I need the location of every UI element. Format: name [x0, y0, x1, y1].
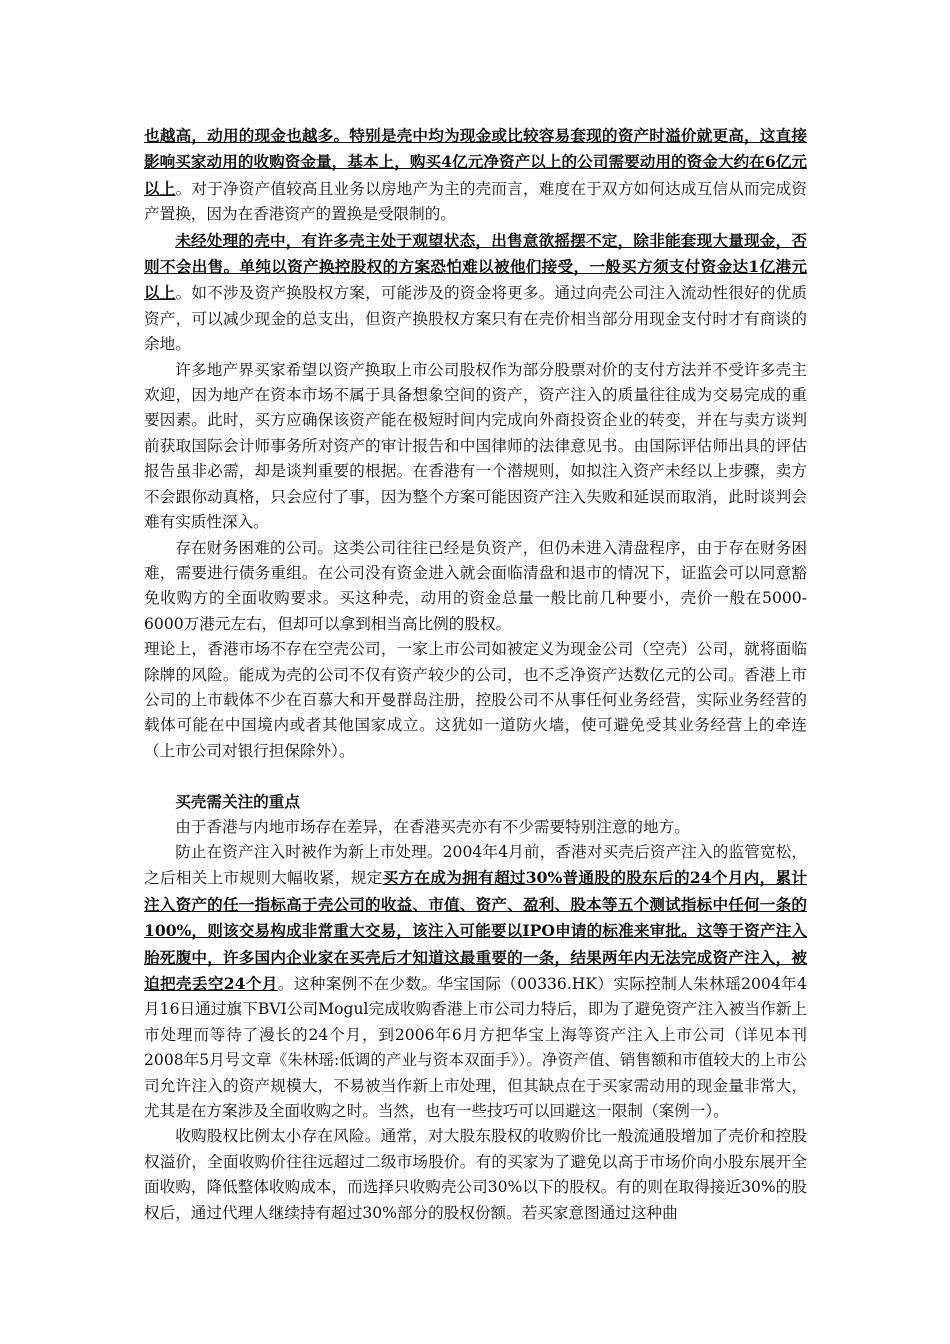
- paragraph-text: 由于香港与内地市场存在差异，在香港买壳亦有不少需要特别注意的地方。: [175, 817, 690, 836]
- body-section: [144, 123, 807, 764]
- paragraph-text: 存在财务困难的公司。这类公司往往已经是负资产，但仍未进入清盘程序，由于存在财务困难，需要进行债务重组。在公司没有资金进入就会面临清盘和退市的情况下，证监会可以同意豁免收购方的全面收购要求。买这种壳，动用的资金总量一般比前几种要小，壳价一般在5000-6000万港元左右，但却可以拿到相当高比例的股权。: [144, 538, 807, 633]
- paragraph-text: 。如不涉及资产换股权方案，可能涉及的资金将更多。通过向壳公司注入流动性很好的优质资产，可以减少现金的总支出，但资产换股权方案只有在壳价相当部分用现金支付时才有商谈的余地。: [144, 284, 807, 354]
- section-heading: 买壳需关注的重点: [175, 792, 300, 812]
- body-section: [144, 815, 807, 1227]
- emphasized-text: 买方在成为拥有超过30%普通股的股东后的24个月内，累计注入资产的任一指标高于壳公司的收益、市值、资产、盈利、股本等五个测试指标中任何一条的100%，则该交易构成非常重大交易，该注入可能要以IPO申请的标准来审批。这等于资产注入胎死腹中，许多国内企业家在买壳后才知道这最重要的一条，结果两年内无法完成资产注入，被迫把壳丢空24个月: [144, 868, 807, 993]
- paragraph-text: 。这种案例不在少数。华宝国际（00336.HK）实际控制人朱林瑶2004年4月16日通过旗下BVI公司Mogul完成收购香港上市公司力特后，即为了避免资产注入被当作新上市处理而等待了漫长的24个月，到2006年6月方把华宝上海等资产注入上市公司（详见本刊2008年5月号文章《朱林瑶:低调的产业与资本双面手》）。净资产值、销售额和市值较大的上市公司允许注入的资产规模大，不易被当作新上市处理，但其缺点在于买家需动用的现金量非常大，尤其是在方案涉及全面收购之时。当然，也有一些技巧可以回避这一限制（案例一）。: [144, 975, 808, 1121]
- emphasized-text: 未经处理的壳中，有许多壳主处于观望状态，出售意欲摇摆不定，除非能套现大量现金，否则不会出售。单纯以资产换控股权的方案恐怕难以被他们接受，一般买方须支付资金达1亿港元以上: [144, 230, 807, 303]
- paragraph: [144, 815, 807, 840]
- emphasized-text: 也越高，动用的现金也越多。特别是壳中均为现金或比较容易套现的资产时溢价就更高，这直接影响买家动用的收购资金量，基本上，购买4亿元净资产以上的公司需要动用的资金大约在6亿元以上: [144, 126, 807, 198]
- paragraph: [144, 840, 807, 1124]
- paragraph: [144, 637, 807, 764]
- paragraph: [144, 358, 807, 536]
- paragraph: [144, 1124, 807, 1226]
- paragraph-text: 。对于净资产值较高且业务以房地产为主的壳而言，难度在于双方如何达成互信从而完成资产置换，因为在香港资产的置换是受限制的。: [144, 179, 807, 224]
- blank-line: [144, 764, 807, 789]
- paragraph: [144, 228, 807, 358]
- paragraph: [144, 536, 807, 638]
- paragraph-text: 收购股权比例太小存在风险。通常，对大股东股权的收购价比一般流通股增加了壳价和控股权溢价，全面收购价往往远超过二级市场股价。有的买家为了避免以高于市场价向小股东展开全面收购，降低整体收购成本，而选择只收购壳公司30%以下的股权。有的则在取得接近30%的股权后，通过代理人继续持有超过30%部分的股权份额。若买家意图通过这种曲: [144, 1127, 807, 1222]
- paragraph-text: 防止在资产注入时被作为新上市处理。2004年4月前，香港对买壳后资产注入的监管宽松，之后相关上市规则大幅收紧，规定: [144, 842, 807, 888]
- paragraph: [144, 123, 807, 228]
- paragraph-text: 许多地产界买家希望以资产换取上市公司股权作为部分股票对价的支付方法并不受许多壳主欢迎，因为地产在资本市场不属于具备想象空间的资产，资产注入的质量往往成为交易完成的重要因素。此时，买方应确保该资产能在极短时间内完成向外商投资企业的转变，并在与卖方谈判前获取国际会计师事务所对资产的审计报告和中国律师的法律意见书。由国际评估师出具的评估报告虽非必需，却是谈判重要的根据。在香港有一个潜规则，如拟注入资产未经以上步骤，卖方不会跟你动真格，只会应付了事，因为整个方案可能因资产注入失败和延误而取消，此时谈判会难有实质性深入。: [144, 360, 807, 532]
- paragraph-text: 理论上，香港市场不存在空壳公司，一家上市公司如被定义为现金公司（空壳）公司，就将面临除牌的风险。能成为壳的公司不仅有资产较少的公司，也不乏净资产达数亿元的公司。香港上市公司的上市载体不少在百慕大和开曼群岛注册，控股公司不从事任何业务经营，实际业务经营的载体可能在中国境内或者其他国家成立。这犹如一道防火墙，使可避免受其业务经营上的牵连（上市公司对银行担保除外）。: [144, 640, 807, 760]
